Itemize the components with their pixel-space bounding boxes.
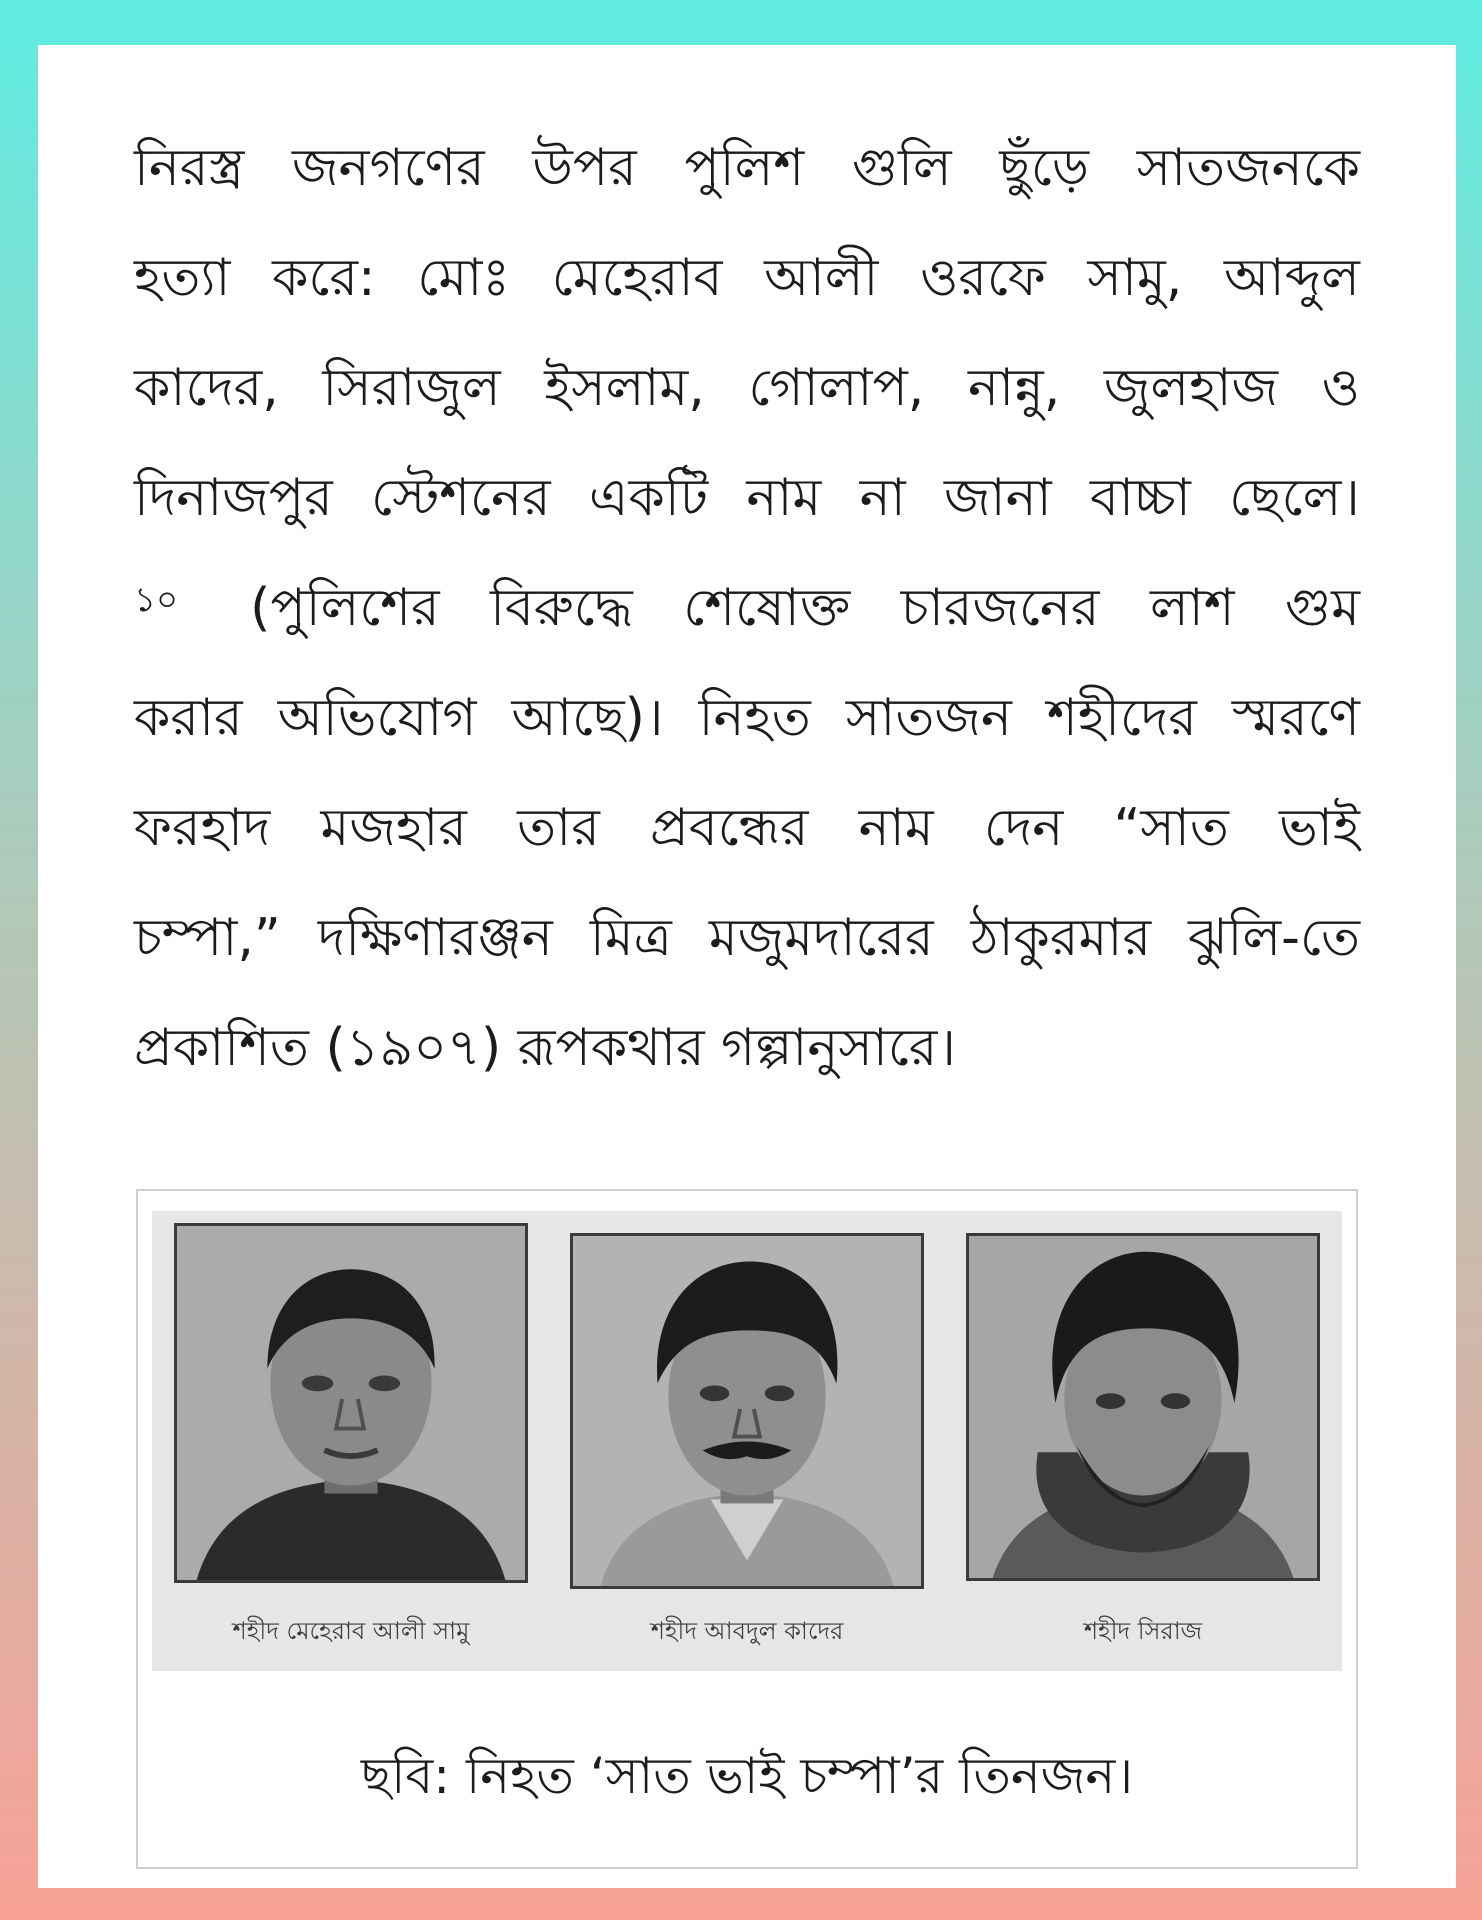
word: করে: — [272, 248, 376, 308]
word: নিহত — [698, 688, 811, 748]
word: আলী — [764, 248, 879, 308]
portrait-photo — [174, 1223, 528, 1583]
word: (পুলিশের — [250, 578, 440, 638]
word: নিরস্ত্র — [134, 138, 245, 198]
word: না — [859, 468, 906, 528]
text-line-5 — [134, 553, 1360, 663]
word: চারজনের — [900, 578, 1100, 638]
portrait-photo-graphic — [573, 1236, 921, 1586]
word: কাদের, — [134, 358, 279, 418]
word: হত্যা — [134, 248, 231, 308]
word: গোলাপ, — [748, 358, 925, 418]
photo-strip — [152, 1211, 1342, 1671]
word: জনগণের — [292, 138, 485, 198]
text-line-5-words — [250, 553, 1360, 663]
portrait-photo — [966, 1233, 1320, 1581]
word: চম্পা,” — [134, 908, 281, 968]
word: স্মরণে — [1231, 688, 1360, 748]
word: বিরুদ্ধে — [490, 578, 633, 638]
word: গুম — [1284, 578, 1360, 638]
portrait-caption: শহীদ সিরাজ — [1083, 1617, 1203, 1645]
word: ওরফে — [920, 248, 1046, 308]
word: উপর — [532, 138, 637, 198]
text-line-3 — [134, 333, 1360, 443]
word: ও — [1321, 358, 1360, 418]
word: ভাই — [1279, 798, 1360, 858]
word: জুলহাজ — [1103, 358, 1279, 418]
word: অভিযোগ — [277, 688, 477, 748]
text-line-2 — [134, 223, 1360, 333]
word: মেহেরাব — [551, 248, 723, 308]
word: দেন — [983, 798, 1064, 858]
word: জানা — [943, 468, 1052, 528]
portrait-photo — [570, 1233, 924, 1589]
word: মজুমদারের — [708, 908, 934, 968]
portrait-photo-graphic — [177, 1226, 525, 1580]
word: দক্ষিণারঞ্জন — [317, 908, 553, 968]
word: আব্দুল — [1224, 248, 1360, 308]
portrait-caption: শহীদ মেহেরাব আলী সামু — [232, 1617, 470, 1645]
word: মিত্র — [589, 908, 672, 968]
word: ঝুলি-তে — [1188, 908, 1360, 968]
word: ছুঁড়ে — [999, 138, 1089, 198]
word: লাশ — [1149, 578, 1235, 638]
word: নান্নু, — [967, 358, 1061, 418]
word: সিরাজুল — [322, 358, 501, 418]
word: “সাত — [1113, 798, 1229, 858]
word: সাতজনকে — [1136, 138, 1360, 198]
text-line-1 — [134, 113, 1360, 223]
word: প্রবন্ধের — [650, 798, 809, 858]
word: ফরহাদ — [134, 798, 271, 858]
page-card — [38, 45, 1456, 1888]
text-line-7 — [134, 773, 1360, 883]
word: ইসলাম, — [544, 358, 705, 418]
word: দিনাজপুর — [134, 468, 333, 528]
word: ঠাকুরমার — [970, 908, 1152, 968]
footnote-marker: ১০ — [134, 580, 179, 620]
text-line-4 — [134, 443, 1360, 553]
text-line-6 — [134, 663, 1360, 773]
word: একটি — [588, 468, 709, 528]
figure — [136, 1189, 1358, 1869]
word: নাম — [858, 798, 934, 858]
word: তার — [517, 798, 600, 858]
portrait-caption: শহীদ আবদুল কাদের — [650, 1617, 844, 1645]
word: আছে)। — [511, 688, 664, 748]
word: নাম — [746, 468, 822, 528]
word: সাতজন — [845, 688, 1012, 748]
word: করার — [134, 688, 243, 748]
word: গুলি — [851, 138, 952, 198]
text-line-8 — [134, 883, 1360, 993]
word: শহীদের — [1047, 688, 1197, 748]
word: বাচ্চা — [1089, 468, 1191, 528]
word: স্টেশনের — [371, 468, 551, 528]
body-paragraph — [134, 113, 1360, 1103]
word: ছেলে। — [1229, 468, 1360, 528]
word: পুলিশ — [684, 138, 805, 198]
text-line-9 — [134, 993, 1360, 1103]
word: মজহার — [320, 798, 467, 858]
word: মোঃ — [417, 248, 510, 308]
word: সামু, — [1087, 248, 1183, 308]
portrait-photo-graphic — [969, 1236, 1317, 1578]
word: শেষোক্ত — [683, 578, 851, 638]
line-text: প্রকাশিত (১৯০৭) রূপকথার গল্পানুসারে। — [134, 1018, 956, 1078]
figure-caption: ছবি: নিহত ‘সাত ভাই চম্পা’র তিনজন। — [360, 1747, 1134, 1805]
